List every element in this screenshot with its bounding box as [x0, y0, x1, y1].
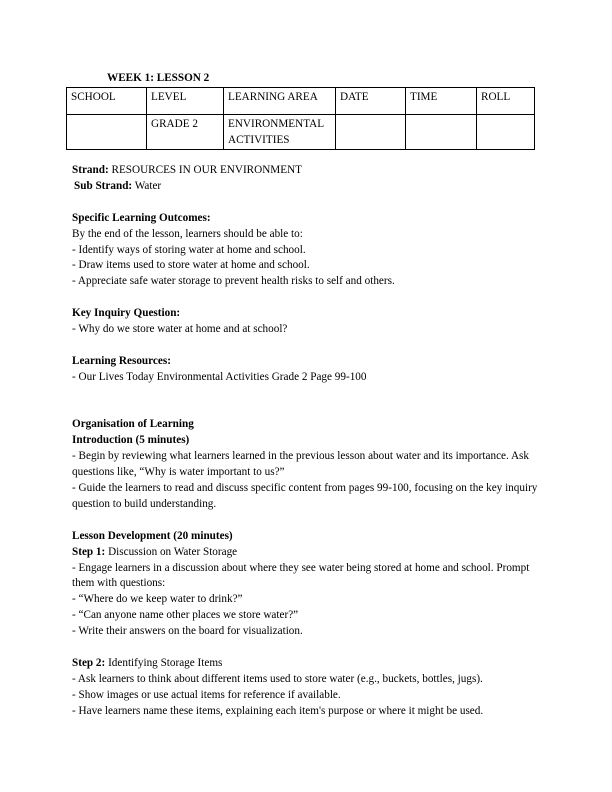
table-header-cell: TIME	[406, 88, 477, 115]
list-item: - Our Lives Today Environmental Activities Grade 2 Page 99-100	[72, 370, 367, 383]
step2-line	[72, 656, 542, 672]
sub-strand-line	[72, 179, 542, 195]
table-cell: GRADE 2	[147, 115, 224, 150]
table-cell: ENVIRONMENTAL ACTIVITIES	[224, 115, 336, 150]
table-row	[67, 115, 535, 150]
outcomes-title: Specific Learning Outcomes:	[72, 211, 211, 224]
list-item: - Ask learners to think about different items used to store water (e.g., buckets, bottles, jugs).	[72, 672, 483, 685]
sub-strand-label: Sub Strand:	[74, 179, 133, 192]
lesson-info-table	[66, 87, 535, 150]
sub-strand-value: Water	[132, 179, 162, 192]
list-item: - Show images or use actual items for reference if available.	[72, 688, 341, 701]
strand-line	[72, 163, 542, 179]
list-item: - Appreciate safe water storage to prevent health risks to self and others.	[72, 275, 395, 288]
step1-value: Discussion on Water Storage	[105, 545, 238, 558]
step1-label: Step 1:	[72, 545, 106, 558]
list-item: - Have learners name these items, explaining each item's purpose or where it might be used.	[72, 704, 484, 717]
table-header-cell: ROLL	[477, 88, 535, 115]
introduction-title: Introduction (5 minutes)	[72, 434, 190, 447]
strand-value: RESOURCES IN OUR ENVIRONMENT	[108, 164, 302, 176]
list-item: - Guide the learners to read and discuss specific content from pages 99-100, focusing on the key inquiry question to build understanding.	[72, 482, 538, 510]
list-item: - Engage learners in a discussion about where they see water being stored at home and school. Prompt them with questions:	[72, 561, 530, 590]
lesson-body	[72, 163, 542, 720]
lesson-heading: WEEK 1: LESSON 2	[107, 72, 210, 84]
list-item: - “Where do we keep water to drink?”	[72, 593, 243, 606]
table-cell	[477, 115, 535, 150]
table-cell	[336, 115, 406, 150]
list-item: - Draw items used to store water at home and school.	[72, 259, 310, 272]
resources-title: Learning Resources:	[72, 354, 171, 367]
table-header-cell: LEARNING AREA	[224, 88, 336, 115]
list-item: - Write their answers on the board for visualization.	[72, 625, 303, 638]
step1-line	[72, 545, 542, 561]
inquiry-title: Key Inquiry Question:	[72, 307, 181, 320]
list-item: - Why do we store water at home and at school?	[72, 323, 288, 336]
step2-value: Identifying Storage Items	[105, 657, 223, 669]
table-cell	[406, 115, 477, 150]
development-title: Lesson Development (20 minutes)	[72, 529, 233, 542]
list-item: - Identify ways of storing water at home and school.	[72, 243, 306, 256]
step2-label: Step 2:	[72, 657, 106, 669]
strand-label: Strand:	[72, 164, 109, 176]
table-header-cell: LEVEL	[147, 88, 224, 115]
table-header-cell: SCHOOL	[67, 88, 147, 115]
list-item: - “Can anyone name other places we store water?”	[72, 609, 299, 622]
table-header-cell: DATE	[336, 88, 406, 115]
organisation-title: Organisation of Learning	[72, 418, 194, 431]
table-cell	[67, 115, 147, 150]
outcomes-intro: By the end of the lesson, learners should be able to:	[72, 227, 303, 240]
table-header-row	[67, 88, 535, 115]
list-item: - Begin by reviewing what learners learned in the previous lesson about water and its importance. Ask questions like, “Why is water important to us?”	[72, 450, 530, 479]
